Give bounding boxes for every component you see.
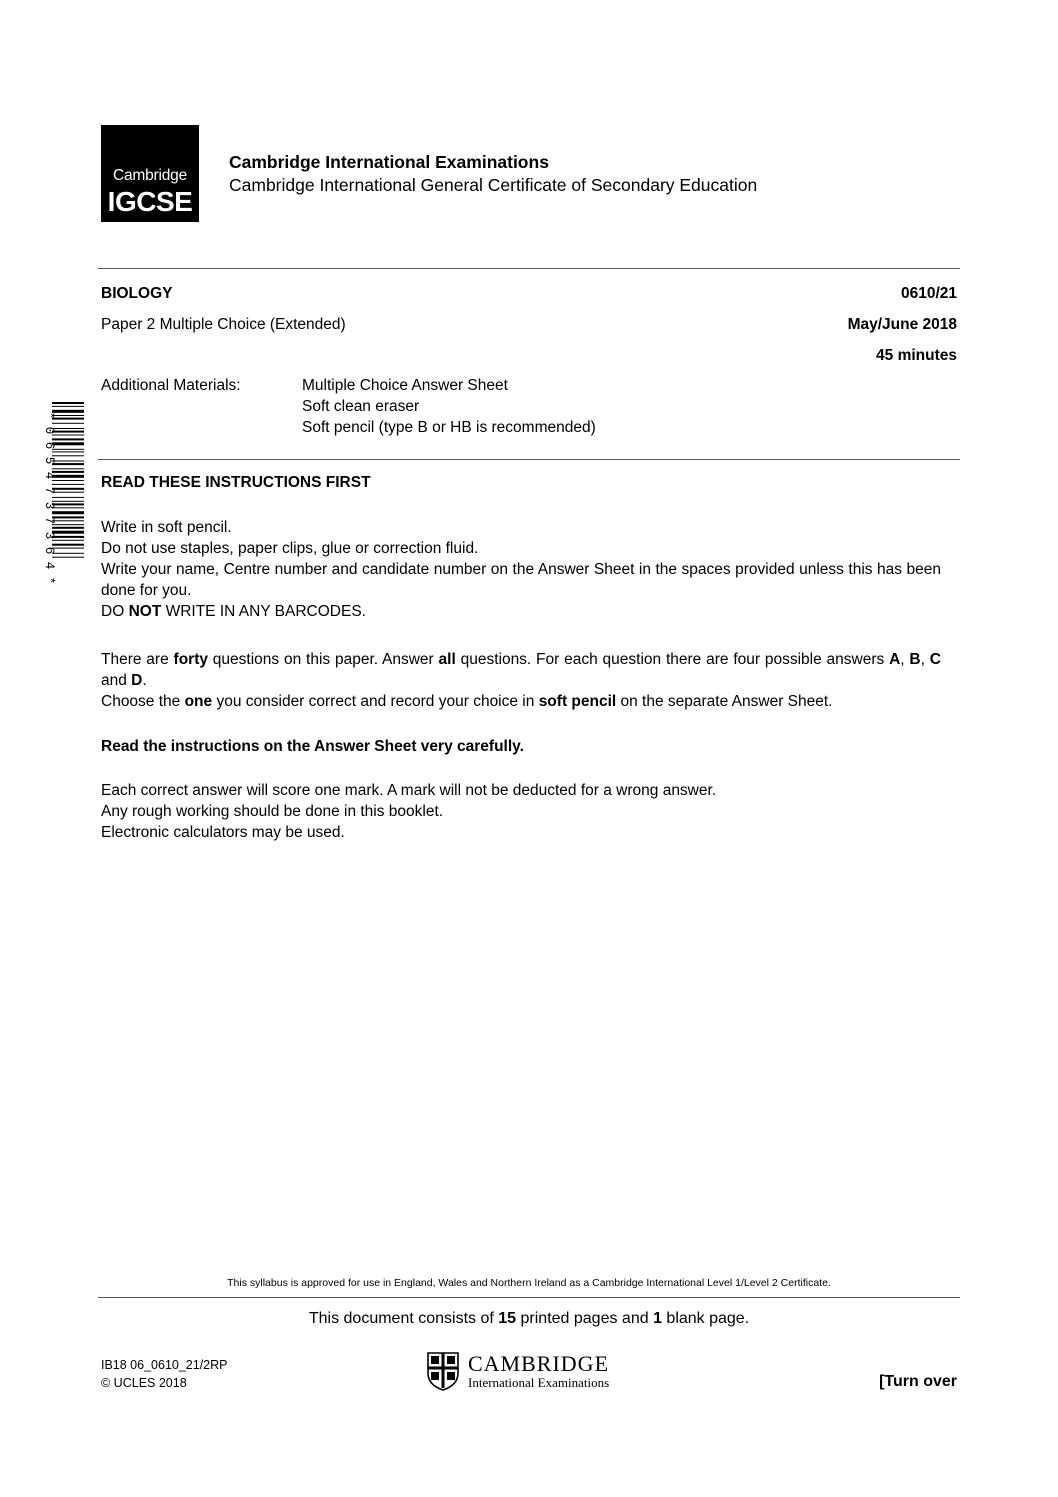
emphasis: soft pencil <box>538 693 617 710</box>
text-run: , <box>920 651 930 668</box>
barcode-bar <box>52 431 84 433</box>
board-title: Cambridge International Examinations <box>229 152 549 172</box>
emphasis: forty <box>173 651 208 668</box>
instructions-block <box>101 517 941 622</box>
barcode-bar <box>52 438 84 440</box>
text-run: WRITE IN ANY BARCODES. <box>161 603 366 620</box>
barcode-bar <box>52 415 84 416</box>
text-run: This document consists of <box>308 1310 499 1327</box>
instruction-line: Any rough working should be done in this booklet. <box>101 803 444 820</box>
instruction-line: Write your name, Centre number and candidate number on the Answer Sheet in the spaces provided unless this has been done for you. <box>101 561 941 599</box>
barcode-bar <box>52 418 84 420</box>
barcode-bar <box>52 548 84 549</box>
barcode-bar <box>52 557 84 558</box>
barcode-bar <box>52 471 84 473</box>
text-run: There are <box>101 651 174 668</box>
barcode-bar <box>52 480 84 481</box>
turn-over: [Turn over <box>879 1373 957 1390</box>
text-run: , <box>900 651 910 668</box>
duration: 45 minutes <box>876 347 957 364</box>
logo-line1: Cambridge <box>112 167 187 184</box>
text-run: questions on this paper. Answer <box>207 651 439 668</box>
barcode-bar <box>52 507 84 508</box>
read-answer-sheet: Read the instructions on the Answer Sheet very carefully. <box>101 738 524 755</box>
instruction-line: Electronic calculators may be used. <box>101 824 345 841</box>
barcode-bar <box>52 503 84 505</box>
barcode-bar <box>52 531 84 534</box>
barcode-bar <box>52 442 84 445</box>
materials-item: Multiple Choice Answer Sheet <box>302 377 508 394</box>
emphasis: all <box>438 651 456 668</box>
barcode-bar <box>52 527 84 529</box>
brand-subtitle: International Examinations <box>468 1375 610 1390</box>
instruction-line: Do not use staples, paper clips, glue or correction fluid. <box>101 540 479 557</box>
brand-name: CAMBRIDGE <box>468 1351 610 1376</box>
instruction-line: Each correct answer will score one mark. A mark will not be deducted for a wrong answer. <box>101 782 717 799</box>
emphasis: one <box>184 693 213 710</box>
barcode-bar <box>52 488 84 490</box>
text-run: you consider correct and record your choice in <box>212 693 539 710</box>
qualification-title: Cambridge International General Certificate of Secondary Education <box>229 175 758 195</box>
copyright: © UCLES 2018 <box>101 1376 187 1390</box>
cambridge-logo <box>426 1351 636 1395</box>
text-run: DO <box>101 603 129 620</box>
text-run: blank page. <box>661 1310 750 1327</box>
materials-item: Soft clean eraser <box>302 398 420 415</box>
barcode-bar <box>52 520 84 521</box>
barcode-bar <box>52 492 84 493</box>
barcode-bar <box>52 501 84 502</box>
emphasis: D <box>131 672 143 689</box>
text-run: and <box>101 672 132 689</box>
syllabus-approval: This syllabus is approved for use in England, Wales and Northern Ireland as a Cambridge International Level 1/Level 2 Certificate. <box>227 1277 831 1289</box>
barcode-bar <box>52 428 84 429</box>
barcode-bar <box>52 435 84 436</box>
emphasis: 1 <box>653 1310 662 1327</box>
emphasis: A <box>889 651 901 668</box>
logo-line2: IGCSE <box>107 186 193 217</box>
materials-item: Soft pencil (type B or HB is recommended) <box>302 419 596 436</box>
barcode-bar <box>52 497 84 498</box>
barcode <box>32 398 84 598</box>
marking-info <box>101 780 941 843</box>
text-run: on the separate Answer Sheet. <box>616 693 833 710</box>
document-reference: IB18 06_0610_21/2RP <box>101 1358 228 1372</box>
barcode-bar <box>52 468 84 469</box>
emphasis: 15 <box>498 1310 517 1327</box>
barcode-bar <box>52 410 84 413</box>
barcode-bar <box>52 455 84 456</box>
barcode-bar <box>52 449 84 450</box>
barcode-bar <box>52 540 84 541</box>
text-run: . <box>142 672 147 689</box>
paper-code: 0610/21 <box>900 285 957 302</box>
text-run: Choose the <box>101 693 185 710</box>
barcode-text: * 0 6 5 4 7 3 7 3 6 4 * <box>42 411 56 585</box>
instruction-line <box>101 601 941 622</box>
barcode-bar <box>52 553 84 554</box>
barcode-bar <box>52 524 84 525</box>
text-run: questions. For each question there are four possible answers <box>455 651 890 668</box>
materials-label: Additional Materials: <box>101 377 241 394</box>
divider-footer <box>98 1297 960 1298</box>
barcode-bar <box>52 461 84 462</box>
barcode-bar <box>52 475 84 478</box>
paper-name: Paper 2 Multiple Choice (Extended) <box>101 316 346 333</box>
cambridge-igcse-logo <box>101 125 199 222</box>
barcode-bar <box>52 516 84 518</box>
barcode-bar <box>52 463 84 465</box>
barcode-bar <box>52 484 84 485</box>
barcode-bar <box>52 402 84 404</box>
subject: BIOLOGY <box>101 285 173 302</box>
choose-info <box>101 691 941 712</box>
emphasis: B <box>909 651 921 668</box>
divider-top <box>98 268 960 269</box>
barcode-bar <box>52 536 84 538</box>
instructions-heading: READ THESE INSTRUCTIONS FIRST <box>101 474 371 491</box>
emphasis: C <box>929 651 941 668</box>
barcode-bar <box>52 406 84 407</box>
crest-icon <box>426 1351 460 1391</box>
exam-session: May/June 2018 <box>847 316 957 333</box>
instruction-line: Write in soft pencil. <box>101 519 232 536</box>
divider-mid <box>98 459 960 460</box>
barcode-bar <box>52 451 84 452</box>
questions-info <box>101 649 941 691</box>
page-count <box>98 1310 960 1328</box>
barcode-bar <box>52 511 84 514</box>
barcode-bar <box>52 423 84 424</box>
text-run: printed pages and <box>516 1310 654 1327</box>
barcode-bar <box>52 544 84 546</box>
emphasis: NOT <box>128 603 162 620</box>
